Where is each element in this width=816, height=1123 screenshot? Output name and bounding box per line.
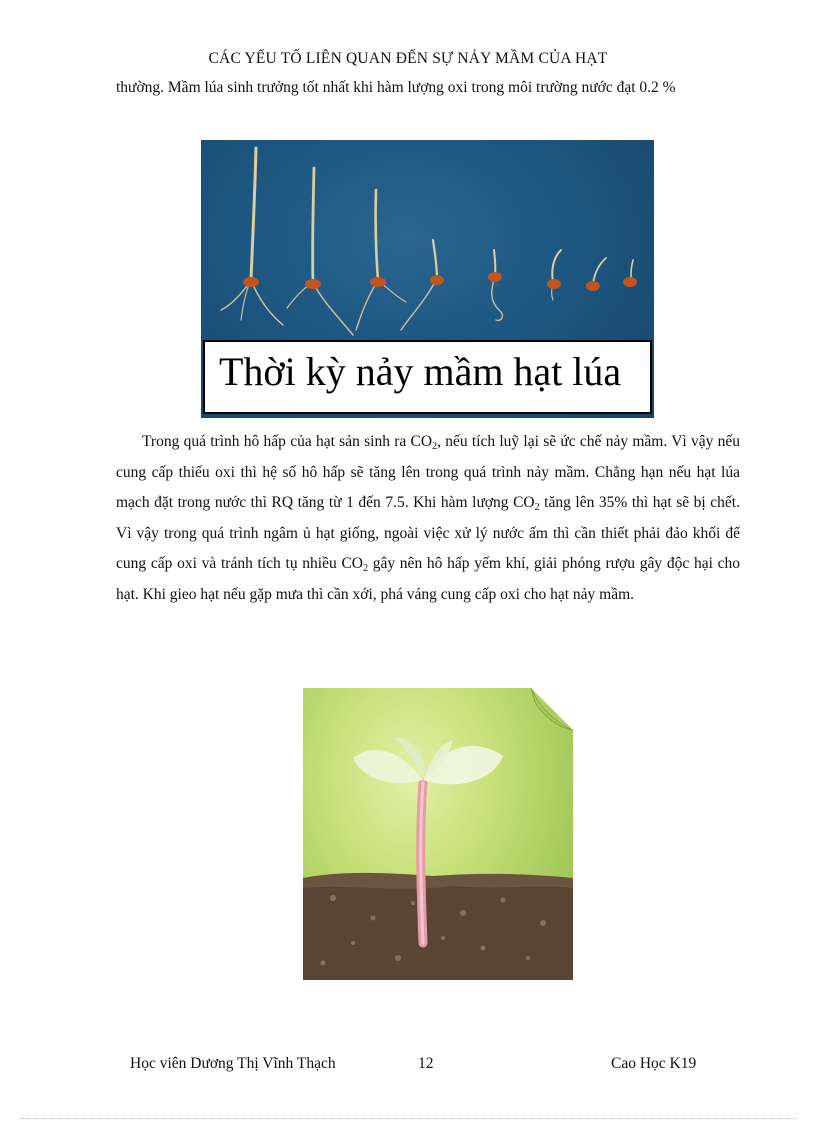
subscript-2: 2: [362, 563, 368, 574]
paragraph-2: [116, 427, 740, 610]
paragraph-2-part-2: , nếu tích luỹ lại sẽ ức chế nảy mầm. Vì vậy nếu cung cấp thiếu oxi thì hệ số hô hấp sẽ tăng lên trong quá trình nảy mầm. Chẳng hạn nếu hạt lúa mạch đặt trong nước thì RQ tăng từ 1 đến 7.5. Khi hàm lượng CO: [116, 433, 740, 511]
sprout-in-soil-photo-icon: [303, 688, 573, 980]
footer-course: Cao Học K19: [611, 1055, 697, 1072]
subscript-2: 2: [432, 441, 438, 452]
page-header: CÁC YẾU TỐ LIÊN QUAN ĐẾN SỰ NẢY MẦM CỦA HẠT: [208, 50, 608, 67]
footer-author: Học viên Dương Thị Vĩnh Thạch: [130, 1055, 336, 1072]
paragraph-2-part-4: gây nên hô hấp yếm khí, giải phóng rượu gây độc hại cho hạt. Khi gieo hạt nếu gặp mưa thì cần xới, phá váng cung cấp oxi cho hạt nảy mầm.: [116, 555, 740, 603]
sprout-figure: [303, 688, 573, 980]
figure-caption-box: [203, 340, 652, 414]
paragraph-2-part-1: Trong quá trình hô hấp của hạt sản sinh ra CO: [142, 433, 433, 450]
paragraph-1: thường. Mầm lúa sinh trưởng tốt nhất khi hàm lượng oxi trong môi trường nước đạt 0.2 %: [116, 79, 676, 96]
subscript-2: 2: [534, 502, 540, 513]
footer-page-number: 12: [418, 1055, 434, 1072]
page-bottom-border: [20, 1118, 796, 1119]
paragraph-2-part-3: tăng lên 35% thì hạt sẽ bị chết. Vì vậy trong quá trình ngâm ủ hạt giống, ngoài việc xử lý nước ấm thì cần thiết phải đảo khối để cung cấp oxi và tránh tích tụ nhiều CO: [116, 494, 740, 572]
rice-seedlings-figure: [201, 140, 654, 418]
figure-caption: Thời kỳ nảy mầm hạt lúa: [219, 349, 622, 394]
